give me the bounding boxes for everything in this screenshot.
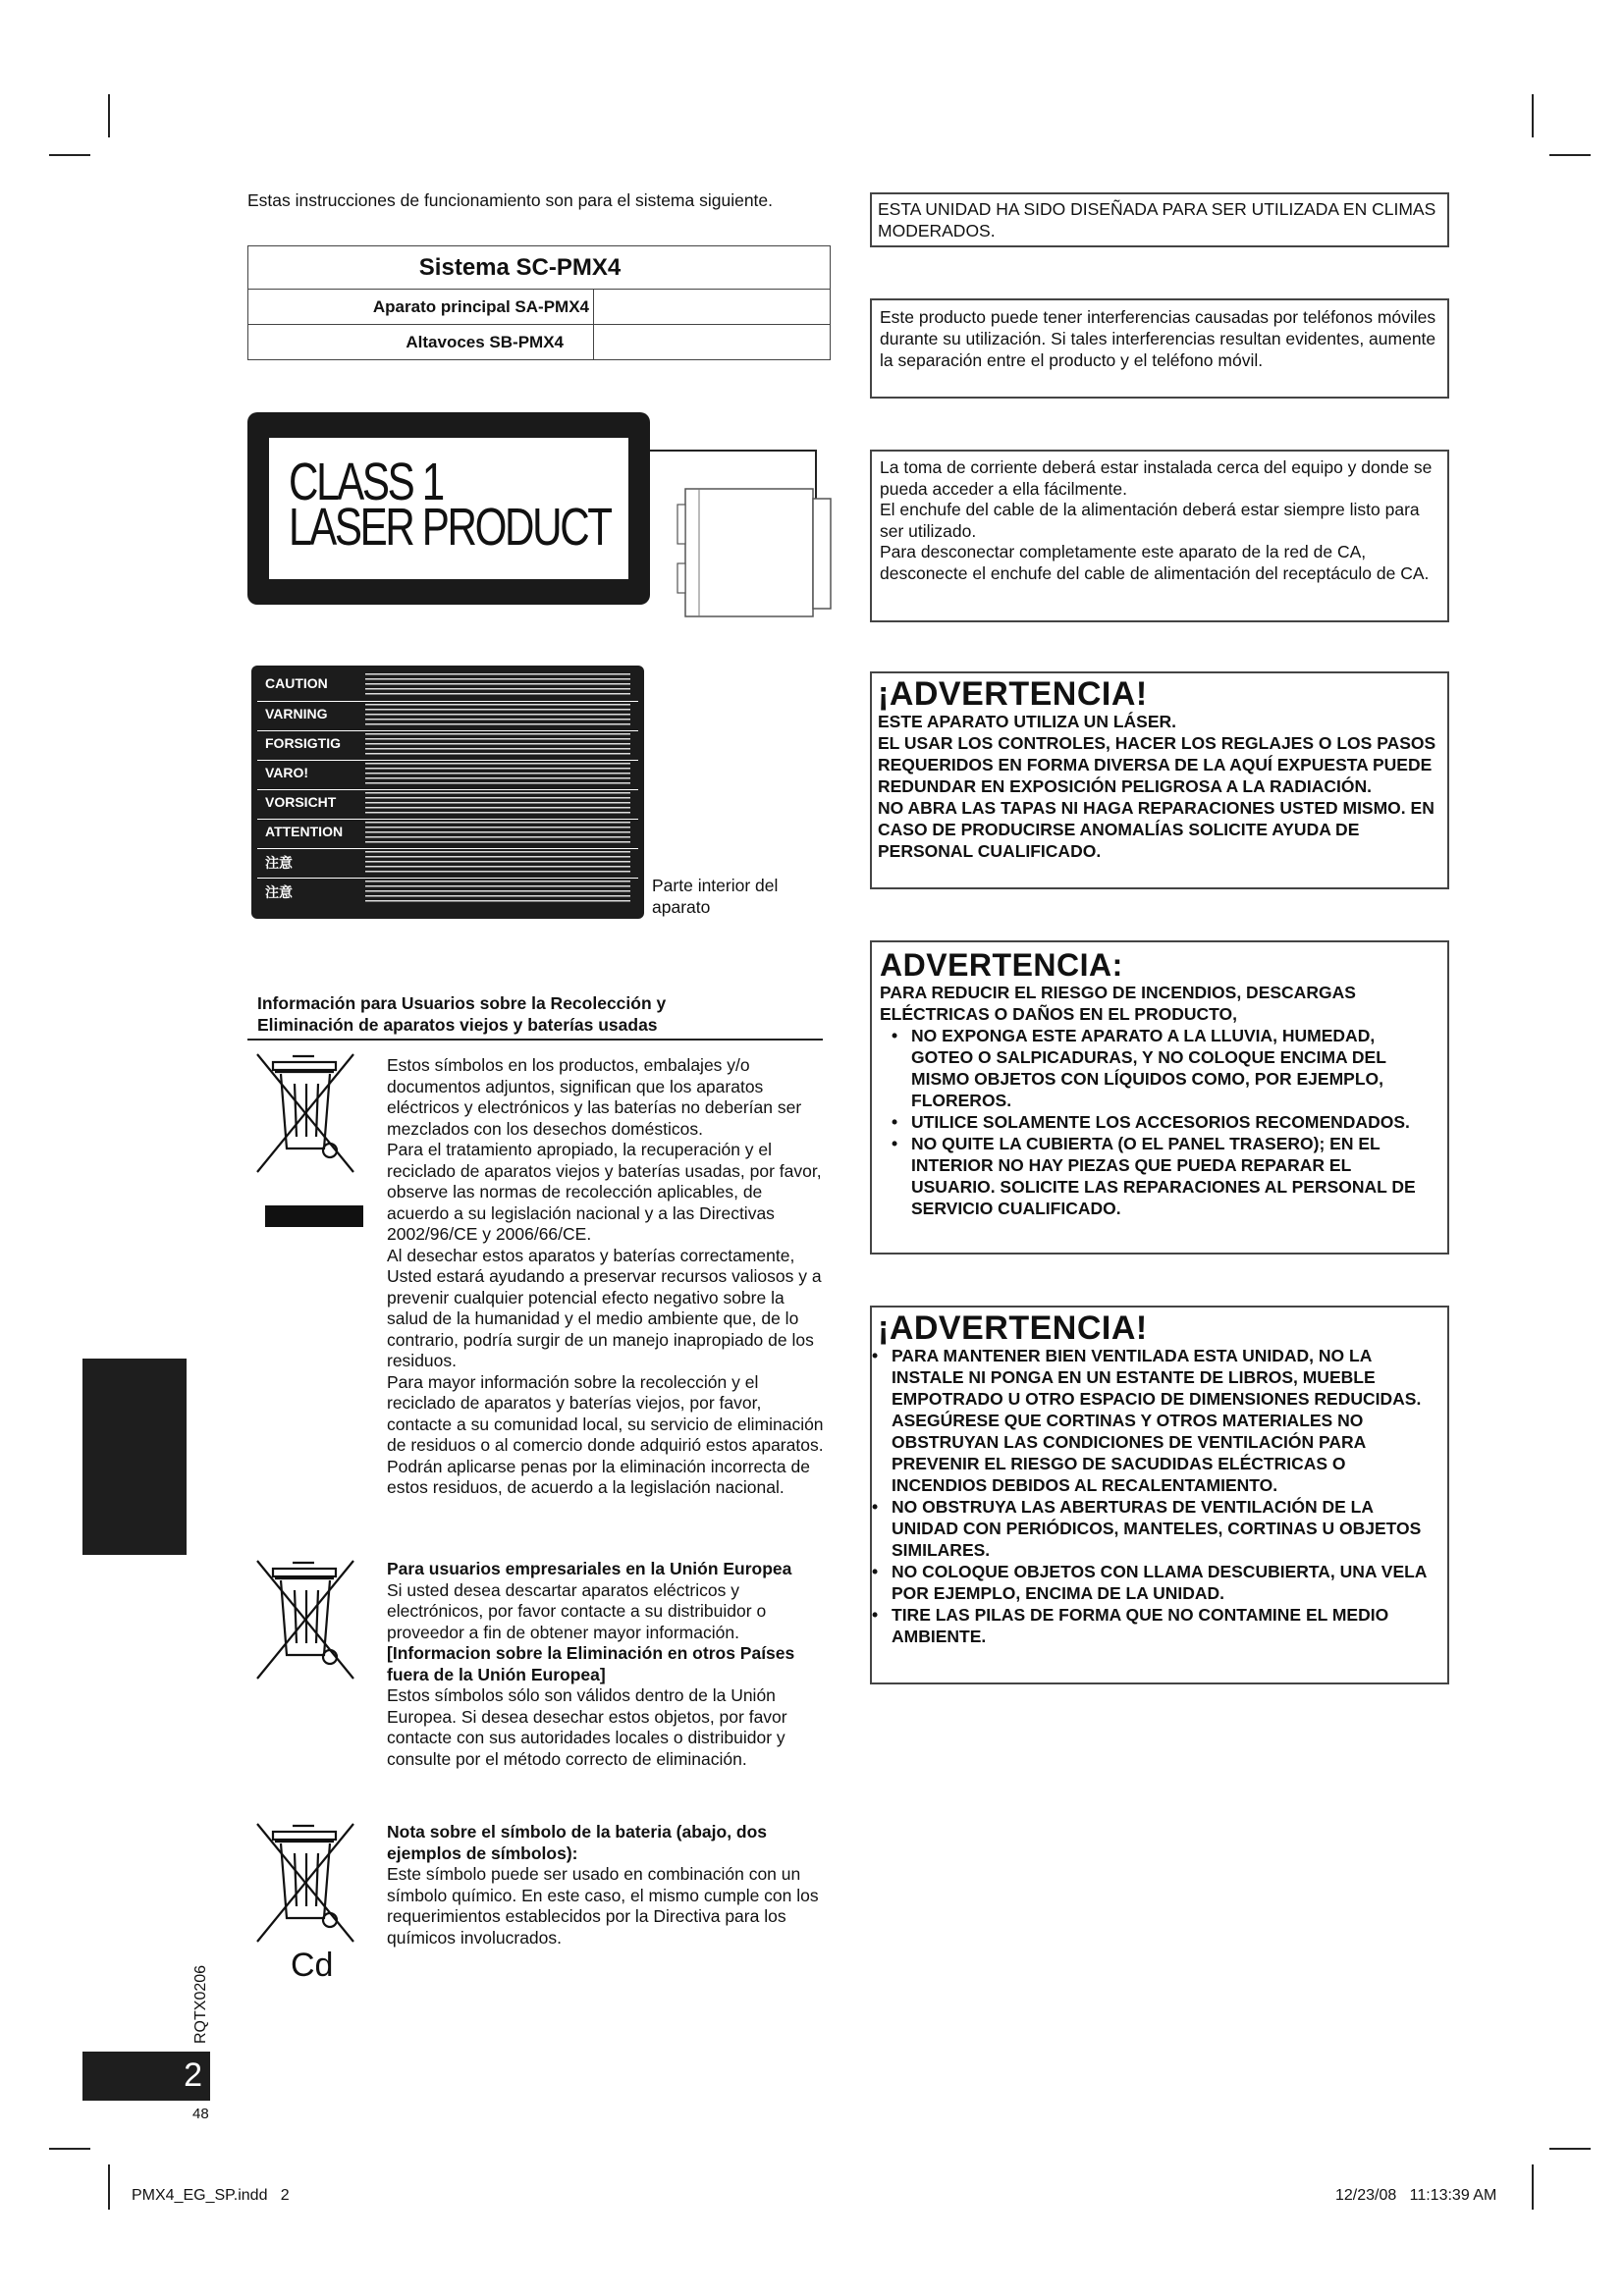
page-number-box [82,2052,210,2101]
crossed-bin-icon [251,1050,361,1180]
recycling-para: Al desechar estos aparatos y baterías correctamente, Usted estará ayudando a preservar recursos valiosos y a prevenir cualquier potencial efecto negativo sobre la salud de la humanidad y el medio ambiente que, de lo contrario, podría surgir de un manejo inapropiado de los residuos. [387,1245,822,1370]
warning-title: ADVERTENCIA: [880,947,1123,983]
business-heading: Para usuarios empresariales en la Unión Europea [387,1559,792,1578]
caution-word: VARO! [265,765,309,780]
system-title: Sistema SC-PMX4 [248,246,831,290]
caution-word: FORSIGTIG [265,735,341,751]
system-speakers: Altavoces SB-PMX4 [248,325,594,360]
outside-eu-text: Estos símbolos sólo son válidos dentro de la Unión Europea. Si desea desechar estos objetos, por favor contacte con sus autoridades locales o distribuidor y consulte por el método correcto de eliminación. [387,1685,787,1769]
caution-label [251,666,644,919]
battery-heading: Nota sobre el símbolo de la bateria (abajo, dos ejemplos de símbolos): [387,1822,768,1863]
warning-title: ¡ADVERTENCIA! [878,1309,1148,1347]
laser-label-line2: LASER PRODUCT [289,498,611,557]
business-text: Si usted desea descartar aparatos eléctricos y electrónicos, por favor contacte a su distribuidor o proveedor a fin de obtener mayor información. [387,1579,767,1642]
climate-notice [870,192,1449,247]
caution-word: VARNING [265,706,328,721]
recycling-para: Para mayor información sobre la recolección y el reciclado de aparatos y baterías viejos, por favor, contacte a su comunidad local, su servicio de eliminación de residuos o al comercio donde adquirió estos aparatos. [387,1371,824,1455]
ventilation-warning-box [870,1306,1449,1684]
recycling-para: Estos símbolos en los productos, embalajes y/o documentos adjuntos, significan que los aparatos eléctricos y electrónicos y las baterías no deberían ser mezclados con los desechos domésticos. [387,1055,802,1139]
fire-warning-box [870,940,1449,1255]
crop-mark [1532,2164,1534,2210]
warning-item: • PARA MANTENER BIEN VENTILADA ESTA UNIDAD, NO LA INSTALE NI PONGA EN UN ESTANTE DE LIBROS, MUEBLE EMPOTRADO U OTRO ESPACIO DE DIMENSIONES REDUCIDAS. ASEGÚRESE QUE CORTINAS Y OTROS MATERIALES NO OBSTRUYAN LAS CONDICIONES DE VENTILACIÓN PARA PREVENIR EL RIESGO DE SACUDIDAS ELÉCTRICAS O INCENDIOS DEBIDOS AL RECALENTAMIENTO. [860,1345,1439,1496]
warning-item: • NO QUITE LA CUBIERTA (O EL PANEL TRASERO); EN EL INTERIOR NO HAY PIEZAS QUE PUEDA REPARAR EL USUARIO. SOLICITE LAS REPARACIONES AL PERSONAL DE SERVICIO CUALIFICADO. [880,1133,1439,1219]
caution-word: ATTENTION [265,824,344,839]
laser-warning-box [870,671,1449,889]
business-section [387,1559,827,1770]
outlet-text: Para desconectar completamente este aparato de la red de CA, desconecte el enchufe del cable de alimentación del receptáculo de CA. [880,542,1430,583]
crop-mark [49,154,90,156]
caution-word: 注意 [265,855,293,871]
recycling-heading: Información para Usuarios sobre la Recolección y Eliminación de aparatos viejos y baterías usadas [257,993,667,1035]
crossed-bin-icon [251,1820,361,1949]
crop-mark [1549,2148,1591,2150]
warning-body: NO ABRA LAS TAPAS NI HAGA REPARACIONES USTED MISMO. EN CASO DE PRODUCIRSE ANOMALÍAS SOLICITE AYUDA DE PERSONAL CUALIFICADO. [878,798,1435,861]
system-main-unit: Aparato principal SA-PMX4 [248,290,594,325]
recycling-para: Para el tratamiento apropiado, la recuperación y el reciclado de aparatos viejos y baterías usadas, por favor, observe las normas de recolección aplicables, de acuerdo a su legislación nacional y a las Directivas 2002/96/CE y 2006/66/CE. [387,1140,822,1244]
caution-caption: Parte interior del aparato [652,876,779,917]
crop-mark [1549,154,1591,156]
footer-datetime: 12/23/08 11:13:39 AM [1335,2187,1497,2204]
warning-line: ESTE APARATO UTILIZA UN LÁSER. [878,712,1176,731]
warning-item: • NO COLOQUE OBJETOS CON LLAMA DESCUBIERTA, UNA VELA POR EJEMPLO, ENCIMA DE LA UNIDAD. [860,1561,1439,1604]
recycling-body [387,1055,827,1499]
warning-item: • NO EXPONGA ESTE APARATO A LA LLUVIA, HUMEDAD, GOTEO O SALPICADURAS, Y NO COLOQUE ENCIMA DEL MISMO OBJETOS CON LÍQUIDOS COMO, POR EJEMPLO, FLOREROS. [880,1025,1439,1111]
black-bar-symbol [265,1205,363,1227]
document-code: RQTX0206 [192,1964,209,2044]
crop-mark [108,2164,110,2210]
footer-file: PMX4_EG_SP.indd 2 [132,2187,290,2204]
caution-word: CAUTION [265,675,328,691]
warning-intro: PARA REDUCIR EL RIESGO DE INCENDIOS, DESCARGAS ELÉCTRICAS O DAÑOS EN EL PRODUCTO, [880,983,1356,1024]
device-illustration [670,485,837,622]
warning-item: • TIRE LAS PILAS DE FORMA QUE NO CONTAMINE EL MEDIO AMBIENTE. [860,1604,1439,1647]
warning-item: • NO OBSTRUYA LAS ABERTURAS DE VENTILACIÓN DE LA UNIDAD CON PERIÓDICOS, MANTELES, CORTINAS U OBJETOS SIMILARES. [860,1496,1439,1561]
language-tab-marker [82,1359,187,1555]
page-sub-number: 48 [192,2106,209,2122]
page-number: 2 [184,2056,202,2094]
outlet-text: El enchufe del cable de la alimentación deberá estar siempre listo para ser utilizado. [880,500,1420,541]
warning-body: EL USAR LOS CONTROLES, HACER LOS REGLAJES O LOS PASOS REQUERIDOS EN FORMA DIVERSA DE LA AQUÍ EXPUESTA PUEDE REDUNDAR EN EXPOSICIÓN PELIGROSA A LA RADIACIÓN. [878,733,1436,796]
warning-list [880,1025,1439,1219]
battery-section [387,1822,827,1949]
outside-eu-heading: [Informacion sobre la Eliminación en otros Países fuera de la Unión Europea] [387,1643,795,1684]
power-outlet-notice [870,450,1449,622]
crossed-bin-icon [251,1557,361,1686]
cd-chemical-symbol: Cd [291,1947,334,1984]
outlet-text: La toma de corriente deberá estar instalada cerca del equipo y donde se pueda acceder a ella fácilmente. [880,457,1433,499]
crop-mark [108,94,110,137]
laser-label-line1: CLASS 1 [289,453,443,511]
connector-line [650,450,817,452]
laser-class-label [247,412,650,605]
warning-list [860,1345,1439,1647]
interference-notice [870,298,1449,399]
warning-title: ¡ADVERTENCIA! [878,675,1148,713]
caution-word: 注意 [265,884,293,900]
crop-mark [1532,94,1534,137]
recycling-para: Podrán aplicarse penas por la eliminación incorrecta de estos residuos, de acuerdo a la legislación nacional. [387,1456,810,1497]
caution-word: VORSICHT [265,794,337,810]
divider [247,1039,823,1041]
intro-text: Estas instrucciones de funcionamiento son para el sistema siguiente. [247,190,774,210]
interference-text: Este producto puede tener interferencias causadas por teléfonos móviles durante su utilización. Si tales interferencias resultan evidentes, aumente la separación entre el producto y el teléfono móvil. [880,307,1436,370]
battery-text: Este símbolo puede ser usado en combinación con un símbolo químico. En este caso, el mismo cumple con los requerimientos establecidos por la Directiva para los químicos involucrados. [387,1864,819,1948]
system-table [247,245,831,360]
warning-item: • UTILICE SOLAMENTE LOS ACCESORIOS RECOMENDADOS. [880,1111,1439,1133]
crop-mark [49,2148,90,2150]
climate-text: ESTA UNIDAD HA SIDO DISEÑADA PARA SER UTILIZADA EN CLIMAS MODERADOS. [878,199,1436,240]
